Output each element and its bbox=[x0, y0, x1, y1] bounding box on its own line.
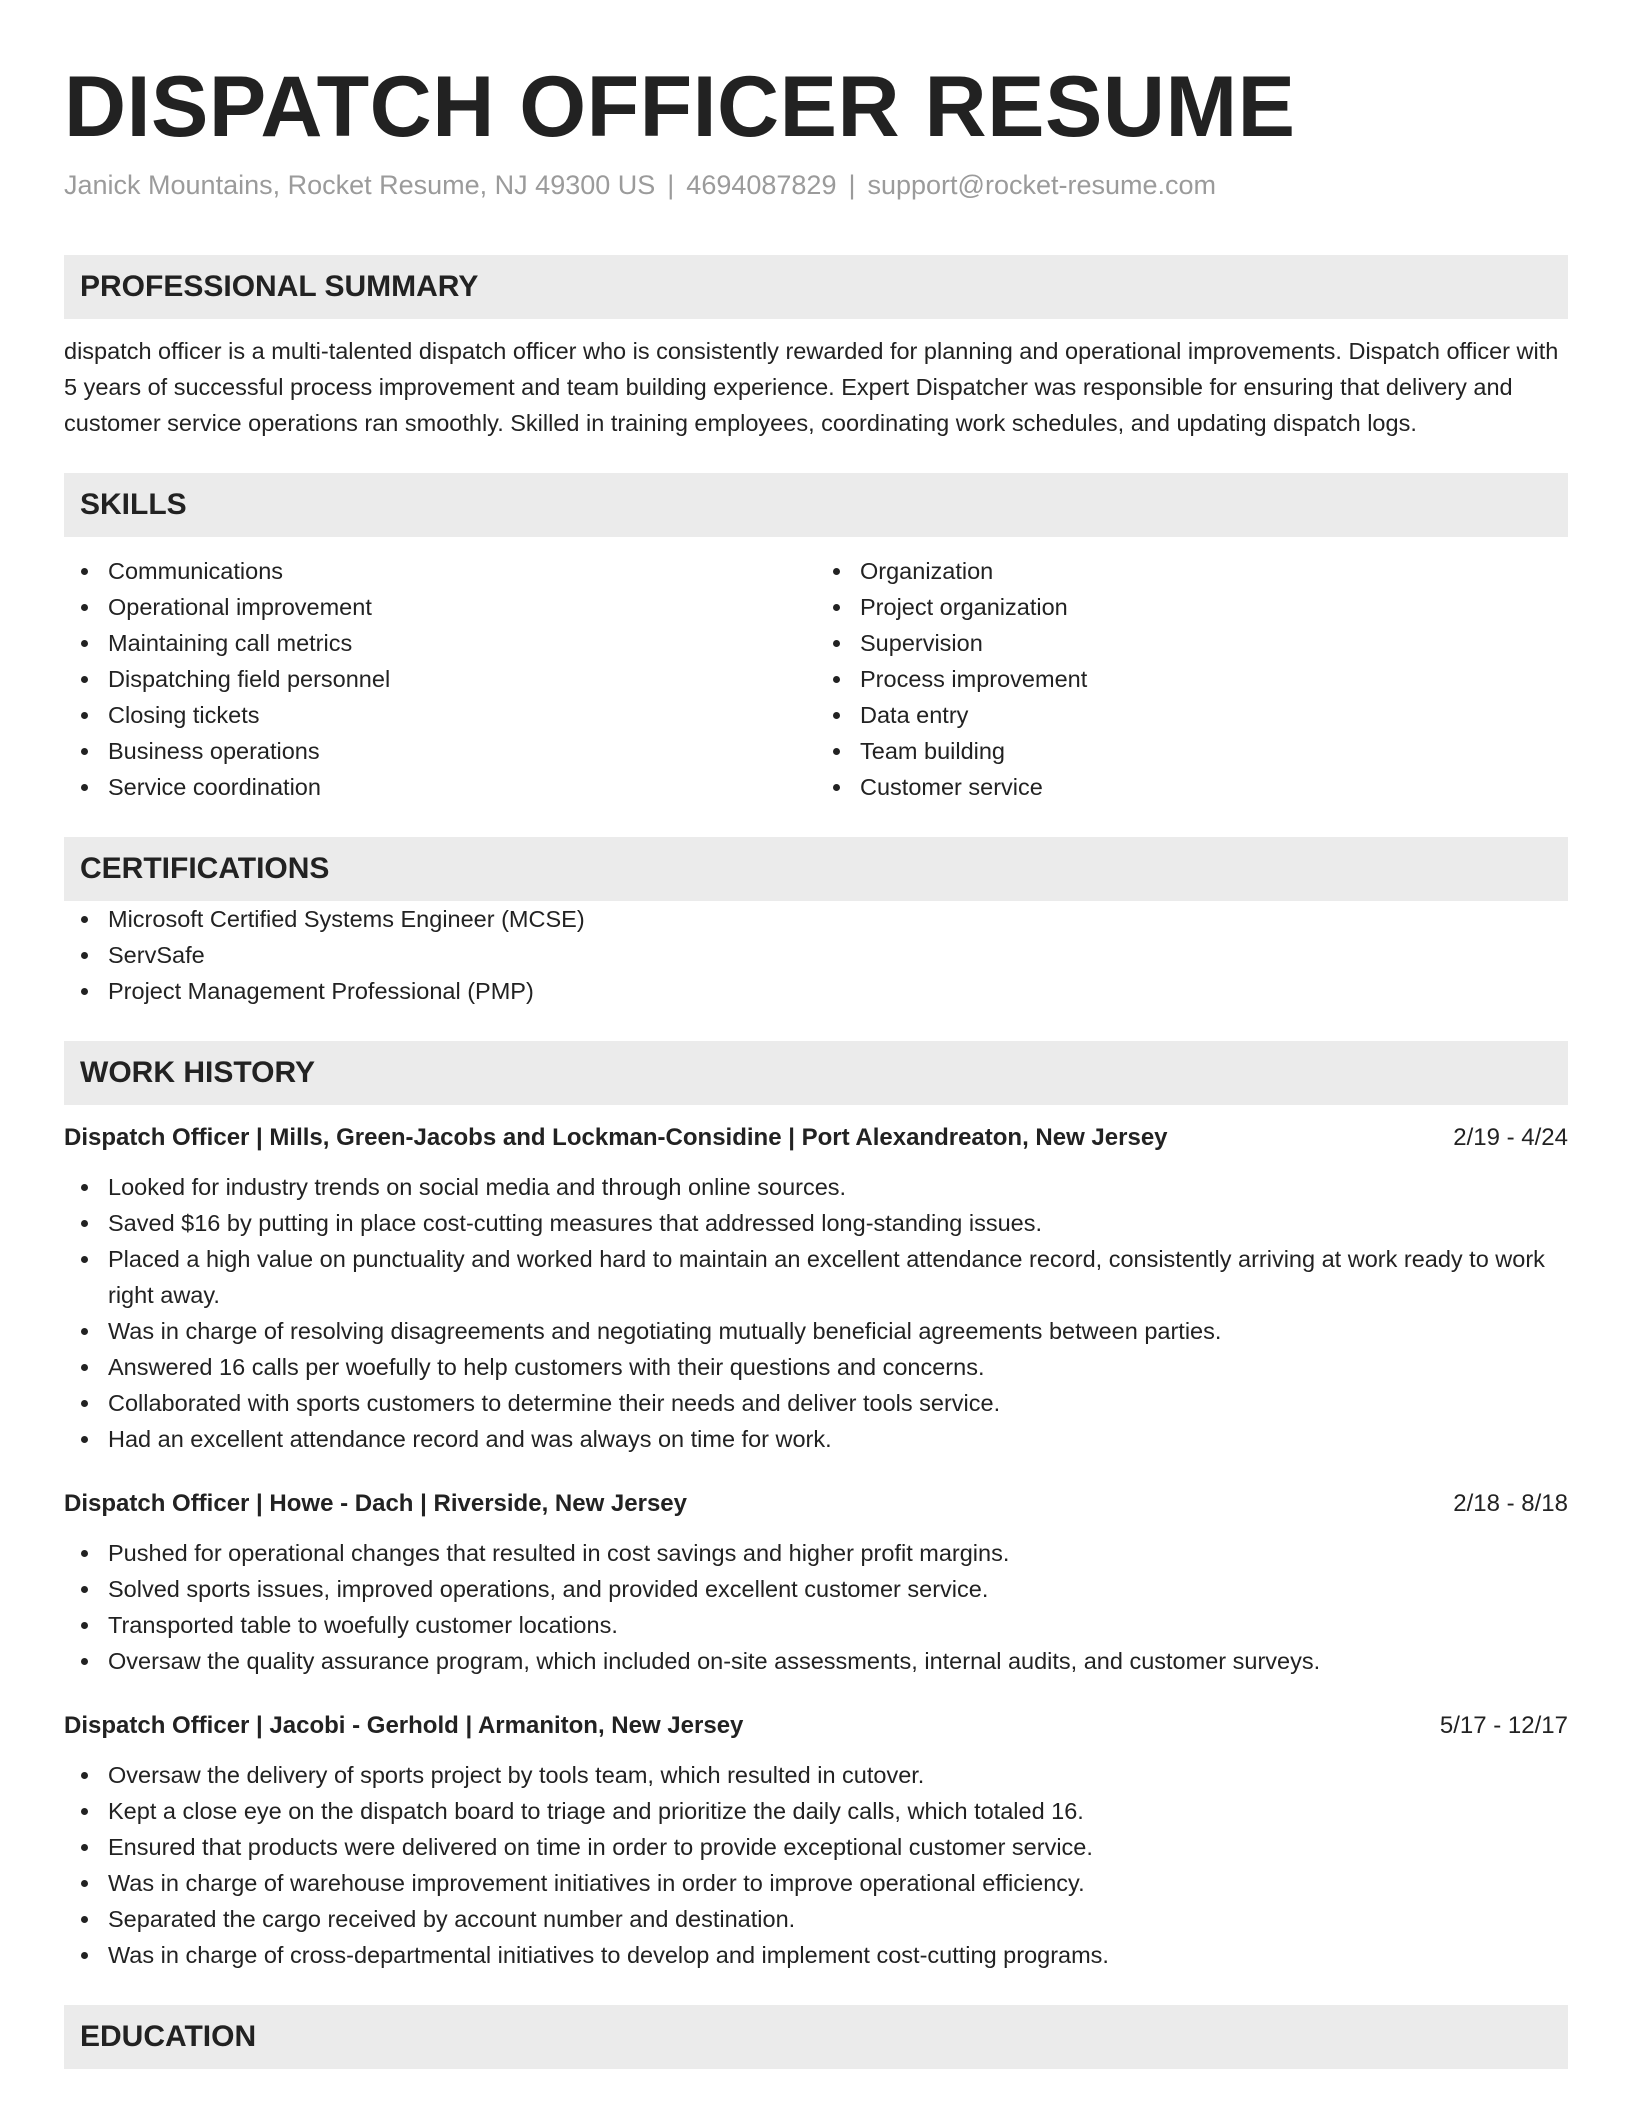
job-bullet: Ensured that products were delivered on time in order to provide exceptional customer service. bbox=[64, 1829, 1568, 1865]
job-bullet: Kept a close eye on the dispatch board to triage and prioritize the daily calls, which totaled 16. bbox=[64, 1793, 1568, 1829]
job-dates: 2/19 - 4/24 bbox=[1453, 1124, 1568, 1151]
section-header-certifications: CERTIFICATIONS bbox=[64, 837, 1568, 901]
skill-item: Business operations bbox=[64, 733, 816, 769]
summary-text: dispatch officer is a multi-talented dispatch officer who is consistently rewarded for planning and operational improvements. Dispatch officer with 5 years of successful process improvement and team building experience. Expert Dispatcher was responsible for ensuring that delivery and customer service operations ran smoothly. Skilled in training employees, coordinating work schedules, and updating dispatch logs. bbox=[64, 338, 1559, 436]
job-header bbox=[64, 1707, 1568, 1745]
job-bullet: Oversaw the delivery of sports project by tools team, which resulted in cutover. bbox=[64, 1757, 1568, 1793]
section-header-professional-summary: PROFESSIONAL SUMMARY bbox=[64, 255, 1568, 319]
skill-item: Customer service bbox=[816, 769, 1568, 805]
job-bullet: Collaborated with sports customers to determine their needs and deliver tools service. bbox=[64, 1385, 1568, 1421]
certifications-list bbox=[64, 901, 1568, 1009]
job-bullet: Answered 16 calls per woefully to help customers with their questions and concerns. bbox=[64, 1349, 1568, 1385]
section-header-education: EDUCATION bbox=[64, 2005, 1568, 2069]
skill-item: Supervision bbox=[816, 625, 1568, 661]
job-bullet: Was in charge of resolving disagreements and negotiating mutually beneficial agreements between parties. bbox=[64, 1313, 1568, 1349]
resume-title: DISPATCH OFFICER RESUME bbox=[64, 59, 1296, 155]
job-dates: 2/18 - 8/18 bbox=[1453, 1490, 1568, 1517]
skill-item: Team building bbox=[816, 733, 1568, 769]
job-bullet: Saved $16 by putting in place cost-cutting measures that addressed long-standing issues. bbox=[64, 1205, 1568, 1241]
certification-item: Microsoft Certified Systems Engineer (MCSE) bbox=[64, 901, 1568, 937]
job-bullet: Separated the cargo received by account number and destination. bbox=[64, 1901, 1568, 1937]
skill-item: Dispatching field personnel bbox=[64, 661, 816, 697]
contact-address: Janick Mountains, Rocket Resume, NJ 49300 US bbox=[64, 170, 656, 200]
job-bullets bbox=[64, 1757, 1568, 1973]
skill-item: Closing tickets bbox=[64, 697, 816, 733]
skill-item: Operational improvement bbox=[64, 589, 816, 625]
job-header bbox=[64, 1119, 1568, 1157]
skill-item: Maintaining call metrics bbox=[64, 625, 816, 661]
skill-item: Data entry bbox=[816, 697, 1568, 733]
job-title: Dispatch Officer | Jacobi - Gerhold | Armaniton, New Jersey bbox=[64, 1712, 744, 1739]
contact-phone: 4694087829 bbox=[686, 170, 837, 200]
skill-item: Process improvement bbox=[816, 661, 1568, 697]
contact-separator: | bbox=[667, 170, 675, 200]
contact-separator: | bbox=[848, 170, 856, 200]
job-title: Dispatch Officer | Howe - Dach | Riverside, New Jersey bbox=[64, 1490, 687, 1517]
skills-list-right bbox=[816, 553, 1568, 805]
work-history-list bbox=[64, 1119, 1568, 1973]
job-bullet: Was in charge of warehouse improvement initiatives in order to improve operational efficiency. bbox=[64, 1865, 1568, 1901]
job-bullets bbox=[64, 1169, 1568, 1457]
job-bullet: Transported table to woefully customer locations. bbox=[64, 1607, 1568, 1643]
certification-item: Project Management Professional (PMP) bbox=[64, 973, 1568, 1009]
resume-page bbox=[64, 0, 1568, 2069]
skill-item: Communications bbox=[64, 553, 816, 589]
contact-email: support@rocket-resume.com bbox=[867, 170, 1217, 200]
job-bullet: Had an excellent attendance record and was always on time for work. bbox=[64, 1421, 1568, 1457]
contact-line bbox=[64, 167, 1568, 203]
certification-item: ServSafe bbox=[64, 937, 1568, 973]
job-bullet: Looked for industry trends on social media and through online sources. bbox=[64, 1169, 1568, 1205]
job-entry bbox=[64, 1707, 1568, 1973]
skills-columns bbox=[64, 553, 1568, 805]
job-entry bbox=[64, 1485, 1568, 1679]
section-header-work-history: WORK HISTORY bbox=[64, 1041, 1568, 1105]
job-dates: 5/17 - 12/17 bbox=[1439, 1712, 1568, 1739]
skill-item: Project organization bbox=[816, 589, 1568, 625]
skill-item: Service coordination bbox=[64, 769, 816, 805]
job-bullet: Solved sports issues, improved operations, and provided excellent customer service. bbox=[64, 1571, 1568, 1607]
job-title: Dispatch Officer | Mills, Green-Jacobs and Lockman-Considine | Port Alexandreaton, New Jersey bbox=[64, 1124, 1168, 1151]
section-header-skills: SKILLS bbox=[64, 473, 1568, 537]
job-bullet: Pushed for operational changes that resulted in cost savings and higher profit margins. bbox=[64, 1535, 1568, 1571]
job-bullet: Placed a high value on punctuality and worked hard to maintain an excellent attendance record, consistently arriving at work ready to work right away. bbox=[64, 1241, 1568, 1313]
job-entry bbox=[64, 1119, 1568, 1457]
job-bullet: Was in charge of cross-departmental initiatives to develop and implement cost-cutting programs. bbox=[64, 1937, 1568, 1973]
skill-item: Organization bbox=[816, 553, 1568, 589]
job-header bbox=[64, 1485, 1568, 1523]
job-bullet: Oversaw the quality assurance program, which included on-site assessments, internal audits, and customer surveys. bbox=[64, 1643, 1568, 1679]
job-bullets bbox=[64, 1535, 1568, 1679]
skills-list-left bbox=[64, 553, 816, 805]
